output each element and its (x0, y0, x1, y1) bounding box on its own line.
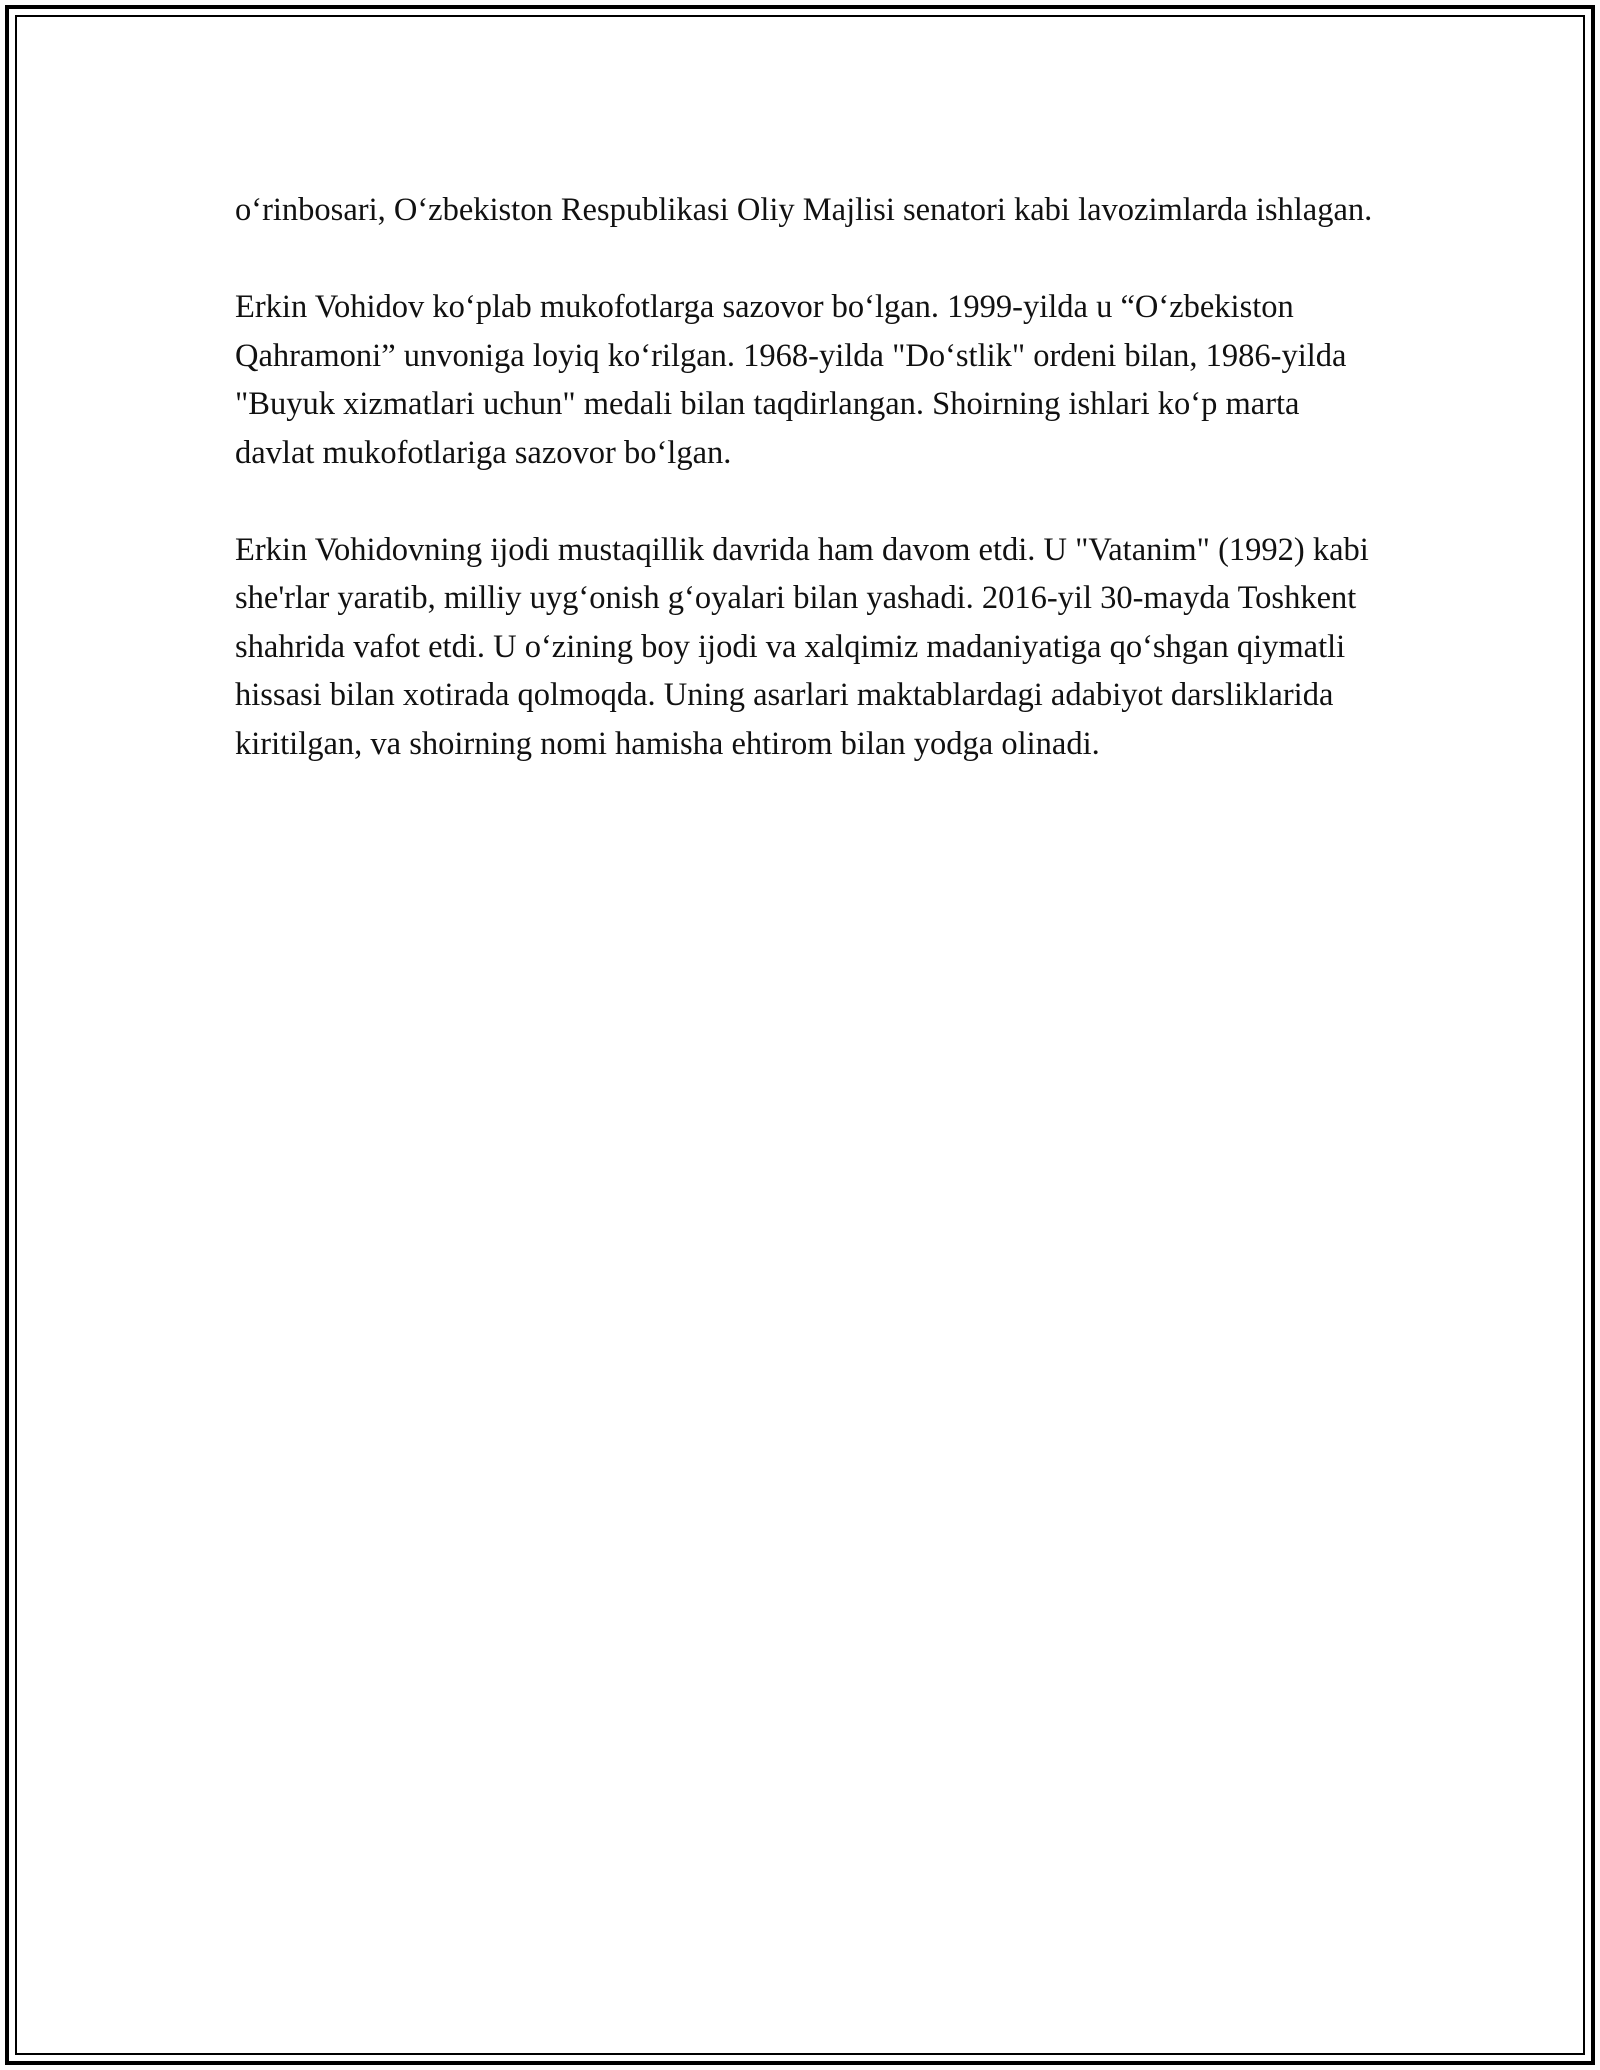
document-body (235, 186, 1375, 817)
paragraph-awards: Erkin Vohidov ko‘plab mukofotlarga sazovor bo‘lgan. 1999-yilda u “O‘zbekiston Qahramoni” unvoniga loyiq ko‘rilgan. 1968-yilda "Do‘stlik" ordeni bilan, 1986-yilda "Buyuk xizmatlari uchun" medali bilan taqdirlangan. Shoirning ishlari ko‘p marta davlat mukofotlariga sazovor bo‘lgan. (235, 289, 1347, 471)
paragraph-continuation: o‘rinbosari, O‘zbekiston Respublikasi Oliy Majlisi senatori kabi lavozimlarda ishlagan. (235, 192, 1373, 228)
paragraph-legacy: Erkin Vohidovning ijodi mustaqillik davrida ham davom etdi. U "Vatanim" (1992) kabi she'rlar yaratib, milliy uyg‘onish g‘oyalari bilan yashadi. 2016-yil 30-mayda Toshkent shahrida vafot etdi. U o‘zining boy ijodi va xalqimiz madaniyatiga qo‘shgan qiymatli hissasi bilan xotirada qolmoqda. Uning asarlari maktablardagi adabiyot darsliklarida kiritilgan, va shoirning nomi hamisha ehtirom bilan yodga olinadi. (235, 531, 1369, 762)
